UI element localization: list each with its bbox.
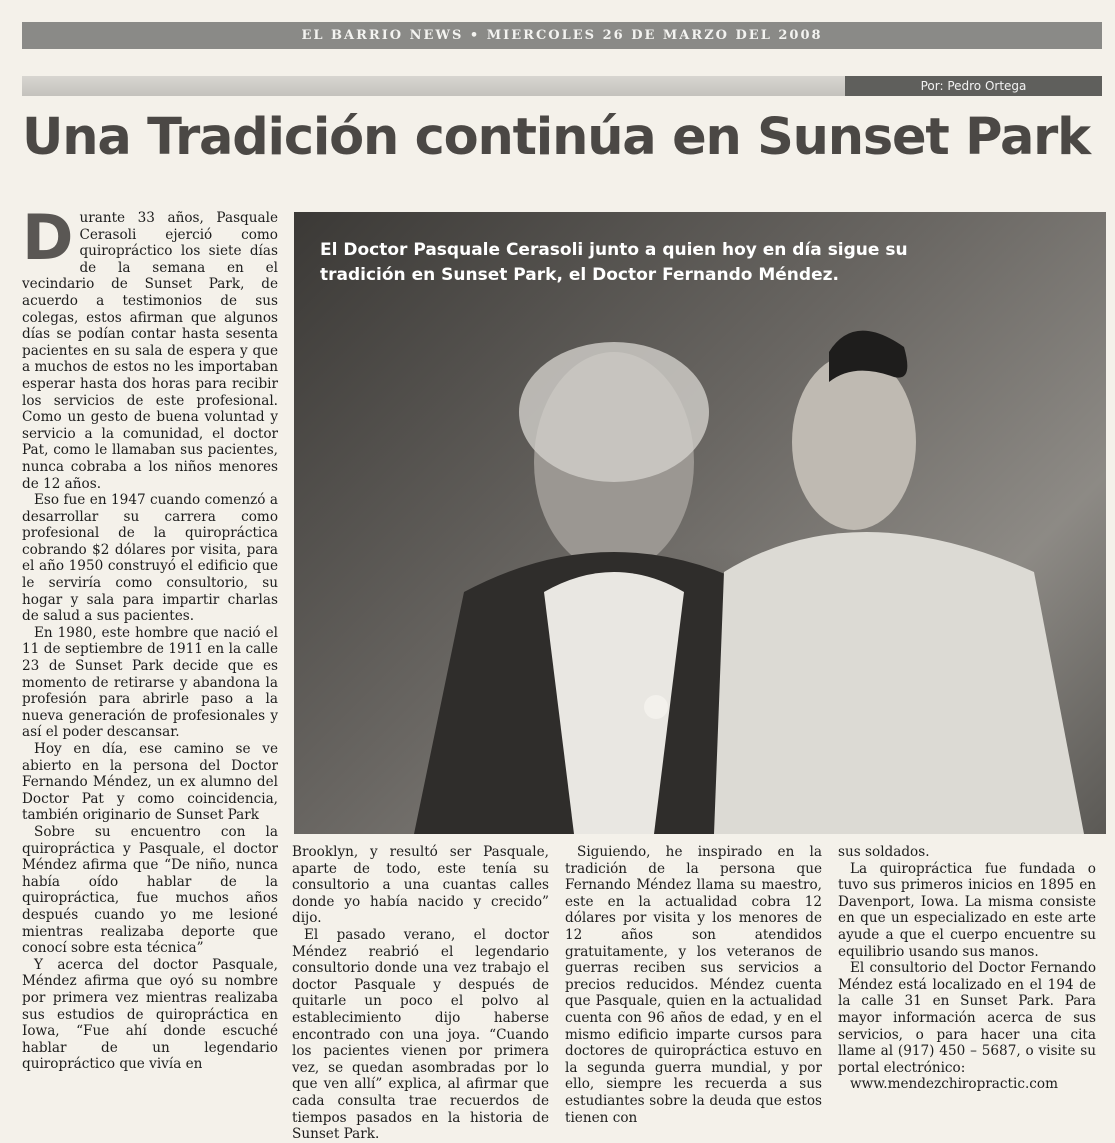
paragraph: La quiropráctica fue fundada o tuvo sus primeros inicios en 1895 en Davenport, Iowa. La misma consiste en que un especializado en este arte ayude a que el cuerpo encuentre su equilibrio usando sus manos. xyxy=(838,860,1096,960)
article-column-4 xyxy=(838,844,1096,1093)
younger-man-shirt xyxy=(714,532,1084,834)
masthead: EL BARRIO NEWS • MIERCOLES 26 DE MARZO DEL 2008 xyxy=(22,22,1102,49)
drop-cap: D xyxy=(22,201,74,274)
paragraph: Hoy en día, ese camino se ve abierto en la persona del Doctor Fernando Méndez, un ex alumno del Doctor Pat y como coincidencia, también originario de Sunset Park xyxy=(22,741,278,824)
photo-illustration xyxy=(294,212,1106,834)
younger-man-head xyxy=(792,354,916,530)
paragraph: El pasado verano, el doctor Méndez reabrió el legendario consultorio donde una vez trabajo el doctor Pasquale y después de quitarle un poco el polvo al establecimiento dijo haberse encontrado con una joya. “Cuando los pacientes vienen por primera vez, se quedan asombradas por lo que ven allí” explica, al afirmar que cada consulta trae recuerdos de tiempos pasados en la historia de Sunset Park. xyxy=(292,926,549,1143)
website-link[interactable]: www.mendezchiropractic.com xyxy=(850,1076,1058,1093)
photo-caption: El Doctor Pasquale Cerasoli junto a quien hoy en día sigue su tradición en Sunset Park, el Doctor Fernando Méndez. xyxy=(320,240,908,285)
paragraph: Sobre su encuentro con la quiropráctica y Pasquale, el doctor Méndez afirma que “De niño, nunca había oído hablar de la quiropráctica, fue muchos años después cuando yo me lesioné mientras realizaba deporte que conocí sobre esta técnica” xyxy=(22,823,278,957)
paragraph: Siguiendo, he inspirado en la tradición de la persona que Fernando Méndez llama su maestro, este en la actualidad cobra 12 dólares por visita y los menores de 12 años son atendidos gratuitamente, y los veteranos de guerras reciben sus servicios a precios reducidos. Méndez cuenta que Pasquale, quien en la actualidad cuenta con 96 años de edad, y en el mismo edificio imparte cursos para doctores de quiropráctica estuvo en la segunda guerra mundial, y por ello, siempre les recuerda a sus estudiantes sobre la deuda que estos tienen con xyxy=(565,844,822,1126)
headline: Una Tradición continúa en Sunset Park xyxy=(22,108,1090,167)
article-column-3 xyxy=(565,844,822,1126)
paragraph: Brooklyn, y resultó ser Pasquale, aparte de todo, este tenía su consultorio a una cuantas calles donde yo había nacido y crecido” dijo. xyxy=(292,844,549,927)
corsage xyxy=(644,695,668,719)
paragraph: Eso fue en 1947 cuando comenzó a desarrollar su carrera como profesional de la quiropráctica cobrando $2 dólares por visita, para el año 1950 construyó el edificio que le serviría como consultorio, su hogar y sala para impartir charlas de salud a sus pacientes. xyxy=(22,492,278,625)
paragraph: El consultorio del Doctor Fernando Méndez está localizado en el 194 de la calle 31 en Sunset Park. Para mayor información acerca de sus servicios, o para hacer una cita llame al (917) 450 – 5687, o visite su portal electrónico: xyxy=(838,960,1096,1076)
paragraph: Durante 33 años, Pasquale Cerasoli ejerció como quiropráctico los siete días de la semana en el vecindario de Sunset Park, de acuerdo a testimonios de sus colegas, estos afirman que algunos días se podían contar hasta sesenta pacientes en su sala de espera y que a muchos de estos no les importaban esperar hasta dos horas para recibir los servicios de este profesional. Como un gesto de buena voluntad y servicio a la comunidad, el doctor Pat, como le llamaban sus pacientes, nunca cobraba a los niños menores de 12 años. xyxy=(22,201,278,492)
paragraph: sus soldados. xyxy=(838,844,930,860)
article-column-1 xyxy=(22,201,278,1073)
byline: Por: Pedro Ortega xyxy=(845,76,1102,96)
paragraph: En 1980, este hombre que nació el 11 de septiembre de 1911 en la calle 23 de Sunset Park decide que es momento de retirarse y abandona la profesión para abrirle paso a la nueva generación de profesionales y así el poder descansar. xyxy=(22,624,278,741)
paragraph: Y acerca del doctor Pasquale, Méndez afirma que oyó su nombre por primera vez mientras realizaba sus estudios de quiropráctica en Iowa, “Fue ahí donde escuché hablar de un legendario quiropráctico que vivía en xyxy=(22,956,278,1073)
article-photo xyxy=(294,212,1106,834)
article-column-2 xyxy=(292,844,549,1143)
